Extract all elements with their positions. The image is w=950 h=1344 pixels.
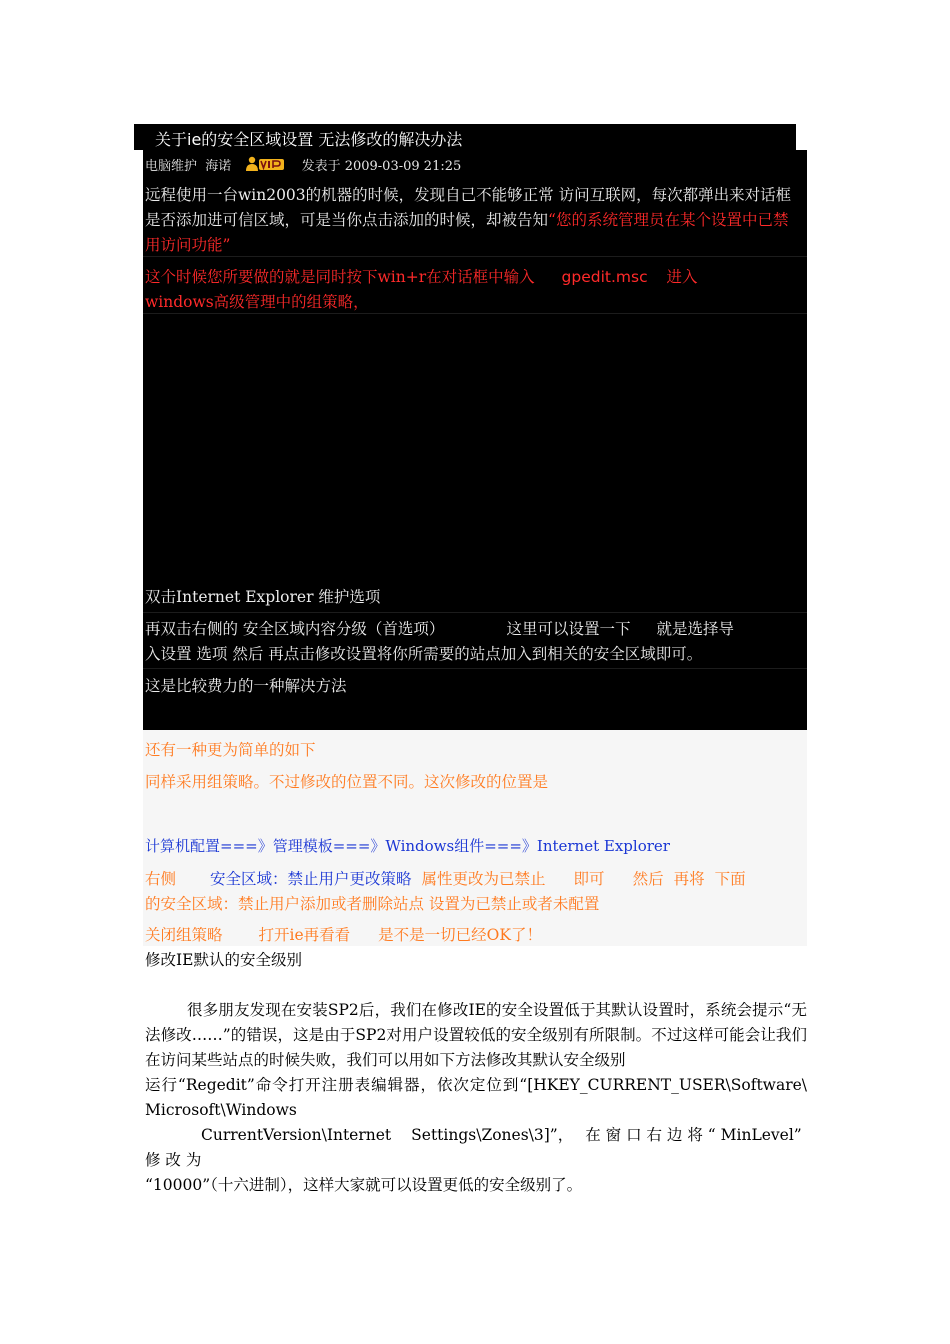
step-text: 打开ie再看看 bbox=[258, 926, 351, 944]
post-title: 关于ie的安全区域设置 无法修改的解决办法 bbox=[155, 130, 463, 149]
paragraph-2-enter: 进入 bbox=[666, 268, 698, 286]
post-author: 海诺 bbox=[205, 159, 232, 174]
post-category: 电脑维护 bbox=[145, 159, 198, 174]
error-message-quote: “您的系统管理员在某个设置中已禁用访问功能” bbox=[145, 211, 789, 254]
alt-method-note: 同样采用组策略。不过修改的位置不同。这次修改的位置是 bbox=[145, 773, 549, 791]
minlevel-instruction: 在 窗 口 右 边 将 “ MinLevel” 修 改 为 bbox=[145, 1126, 802, 1169]
paragraph-2-text: 这个时候您所要做的就是同时按下win+r在对话框中输入 bbox=[145, 268, 535, 286]
doc-paragraph-2-line2: “10000”（十六进制），这样大家就可以设置更低的安全级别了。 bbox=[145, 1176, 583, 1194]
divider bbox=[143, 313, 807, 314]
step-text: 下面 bbox=[714, 870, 746, 888]
alt-method-intro: 还有一种更为简单的如下 bbox=[145, 741, 316, 759]
policy-name-2-line: 的安全区域：禁止用户添加或者删除站点 设置为已禁止或者未配置 bbox=[145, 895, 600, 913]
paragraph-1 bbox=[145, 183, 803, 258]
divider bbox=[143, 612, 807, 613]
paragraph-4-tail: 就是选择导 bbox=[656, 620, 734, 638]
doc-paragraph-2 bbox=[145, 1123, 807, 1198]
paragraph-4-hint: 这里可以设置一下 bbox=[506, 620, 631, 638]
paragraph-5: 这是比较费力的一种解决方法 bbox=[145, 677, 347, 695]
vip-badge-icon bbox=[245, 156, 285, 176]
alt-method-steps bbox=[145, 867, 803, 917]
paragraph-2 bbox=[145, 265, 803, 315]
step-text: 右侧 bbox=[145, 870, 177, 888]
paragraph-1-text: 远程使用一台win2003的机器的时候，发现自己不能够正常 访问互联网，每次都弹出来对话框是否添加进可信区域，可是当你点击添加的时候，却被告知 bbox=[145, 186, 792, 229]
registry-path-1: CurrentVersion\Internet bbox=[201, 1126, 392, 1144]
paragraph-4 bbox=[145, 617, 803, 667]
policy-name-1: 安全区域：禁止用户更改策略 bbox=[210, 870, 412, 888]
paragraph-4-text: 再双击右侧的 安全区域内容分级（首选项） bbox=[145, 620, 445, 638]
step-text: 关闭组策略 bbox=[145, 926, 223, 944]
step-text: 然后 bbox=[632, 870, 664, 888]
paragraph-4-line2: 入设置 选项 然后 再点击修改设置将你所需要的站点加入到相关的安全区域即可。 bbox=[145, 645, 703, 663]
section-heading: 修改IE默认的安全级别 bbox=[145, 951, 302, 969]
post-meta bbox=[145, 155, 461, 176]
doc-paragraph-1-registry: 运行“Regedit”命令打开注册表编辑器，依次定位到“[HKEY_CURRENT_USER\Software\ bbox=[145, 1076, 807, 1094]
gpedit-command: gpedit.msc bbox=[561, 268, 648, 286]
step-text: 是不是一切已经OK了！ bbox=[378, 926, 542, 944]
post-date: 发表于 2009-03-09 21:25 bbox=[301, 159, 462, 174]
divider bbox=[143, 668, 807, 669]
registry-path-2: Settings\Zones\3]”， bbox=[411, 1126, 574, 1144]
paragraph-3: 双击Internet Explorer 维护选项 bbox=[145, 588, 381, 606]
paragraph-2-line2: windows高级管理中的组策略， bbox=[145, 293, 369, 311]
step-text: 再将 bbox=[673, 870, 705, 888]
step-text: 即可 bbox=[573, 870, 605, 888]
doc-paragraph-1: 很多朋友发现在安装SP2后，我们在修改IE的安全设置低于其默认设置时，系统会提示“无法修改……”的错误，这是由于SP2对用户设置较低的安全级别有所限制。不过这样可能会让我们在访问某些站点的时候失败，我们可以用如下方法修改其默认安全级别 bbox=[145, 1001, 807, 1069]
divider bbox=[143, 256, 807, 257]
alt-method-finish bbox=[145, 923, 803, 948]
policy-path: 计算机配置===》管理模板===》Windows组件===》Internet Explorer bbox=[145, 837, 670, 855]
step-text: 属性更改为已禁止 bbox=[421, 870, 546, 888]
doc-paragraph-1-path: Microsoft\Windows bbox=[145, 1101, 297, 1119]
